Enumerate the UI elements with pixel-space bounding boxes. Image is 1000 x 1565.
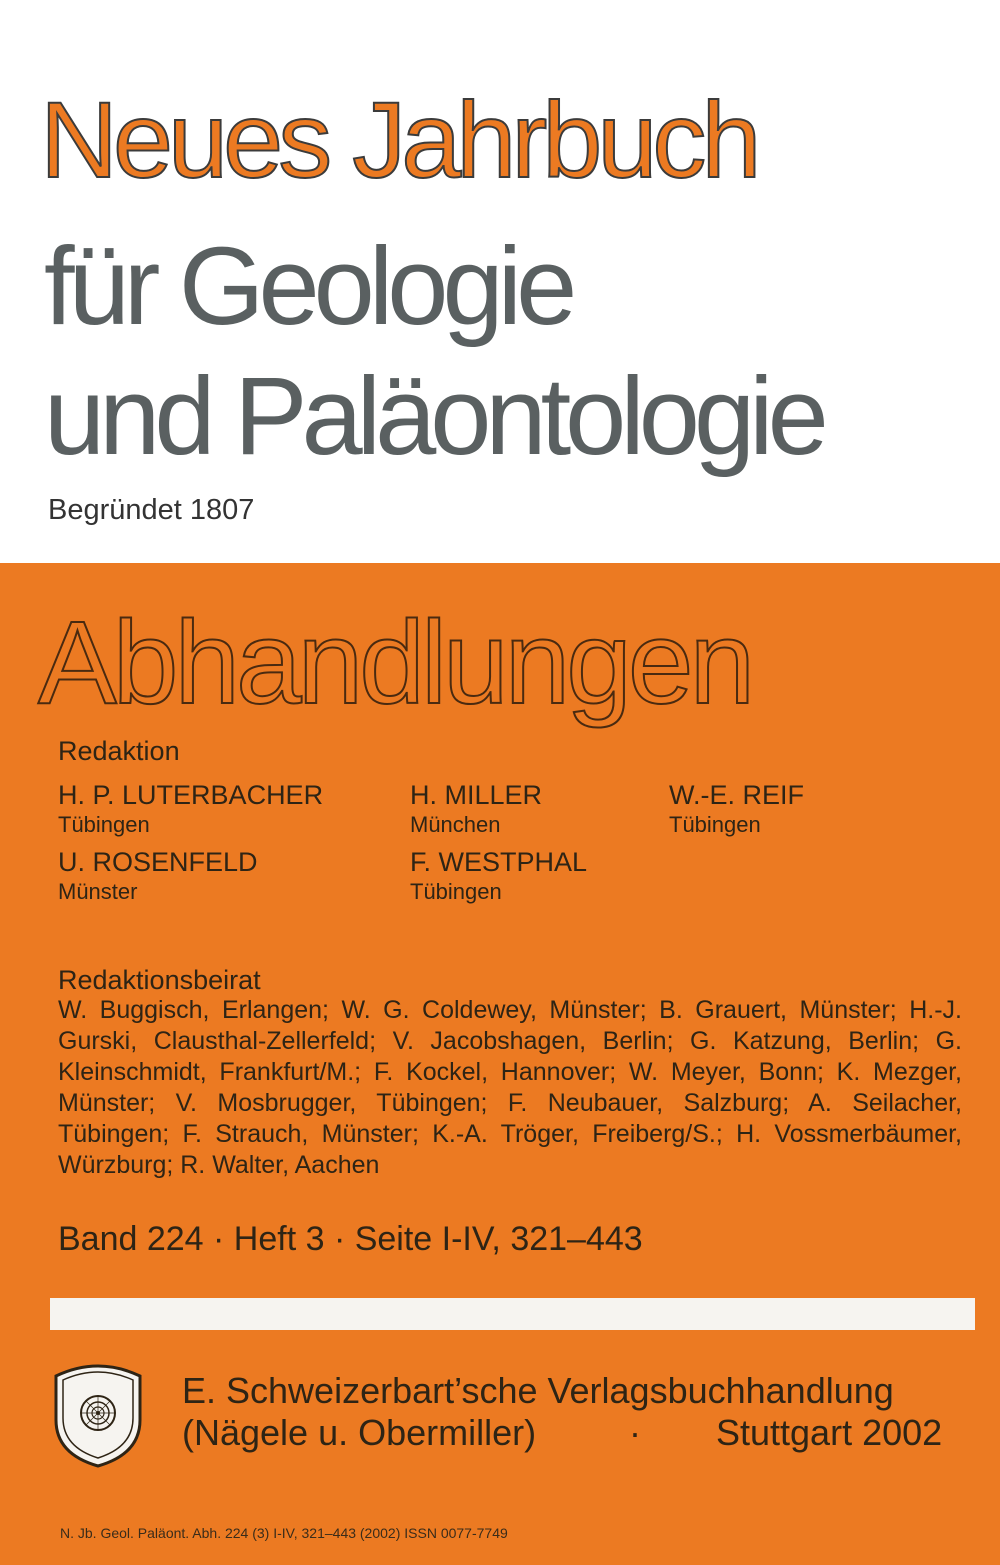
publisher-separator: · bbox=[629, 1412, 641, 1453]
section-title: Abhandlungen bbox=[38, 597, 752, 729]
editor-city: München bbox=[410, 812, 501, 837]
journal-title-line-2: für Geologie bbox=[44, 225, 572, 348]
publisher-owners: (Nägele u. Obermiller) bbox=[182, 1412, 537, 1453]
white-band bbox=[50, 1298, 975, 1330]
board-label: Redaktionsbeirat bbox=[58, 965, 261, 995]
journal-title-line-1: Neues Jahrbuch bbox=[40, 79, 757, 200]
editors-label: Redaktion bbox=[58, 736, 180, 766]
editor-name: H. P. LUTERBACHER bbox=[58, 780, 324, 810]
editor-name: U. ROSENFELD bbox=[58, 847, 258, 877]
journal-title-line-3: und Paläontologie bbox=[44, 355, 823, 478]
editor-city: Tübingen bbox=[410, 879, 502, 904]
issue-info: Band 224 · Heft 3 · Seite I-IV, 321–443 bbox=[58, 1220, 643, 1258]
editor-name: H. MILLER bbox=[410, 780, 543, 810]
publisher-place-year: Stuttgart 2002 bbox=[716, 1412, 943, 1453]
publisher-seal-logo bbox=[48, 1358, 148, 1468]
citation-line: N. Jb. Geol. Paläont. Abh. 224 (3) I-IV, 321–443 (2002) ISSN 0077-7749 bbox=[60, 1525, 508, 1541]
editor-city: Münster bbox=[58, 879, 138, 904]
board-members-text: W. Buggisch, Erlangen; W. G. Coldewey, Münster; B. Grauert, Münster; H.-J. Gurski, Clausthal-Zellerfeld; V. Jacobshagen, Berlin; G. Katzung, Berlin; G. Kleinschmidt, Frankfurt/M.; F. Kockel, Hannover; W. Meyer, Bonn; K. Mezger, Münster; V. Mosbrugger, Tübingen; F. Neubauer, Salzburg; A. Seilacher, Tübingen; F. Strauch, Münster; K.-A. Tröger, Freiberg/S.; H. Vossmerbäumer, Würzburg; R. Walter, Aachen bbox=[58, 996, 962, 1179]
founded-note: Begründet 1807 bbox=[48, 494, 255, 526]
editor-city: Tübingen bbox=[669, 812, 761, 837]
publisher-name: E. Schweizerbart’sche Verlagsbuchhandlung bbox=[182, 1370, 894, 1411]
editor-name: F. WESTPHAL bbox=[410, 847, 588, 877]
editor-city: Tübingen bbox=[58, 812, 150, 837]
editor-name: W.-E. REIF bbox=[669, 780, 804, 810]
